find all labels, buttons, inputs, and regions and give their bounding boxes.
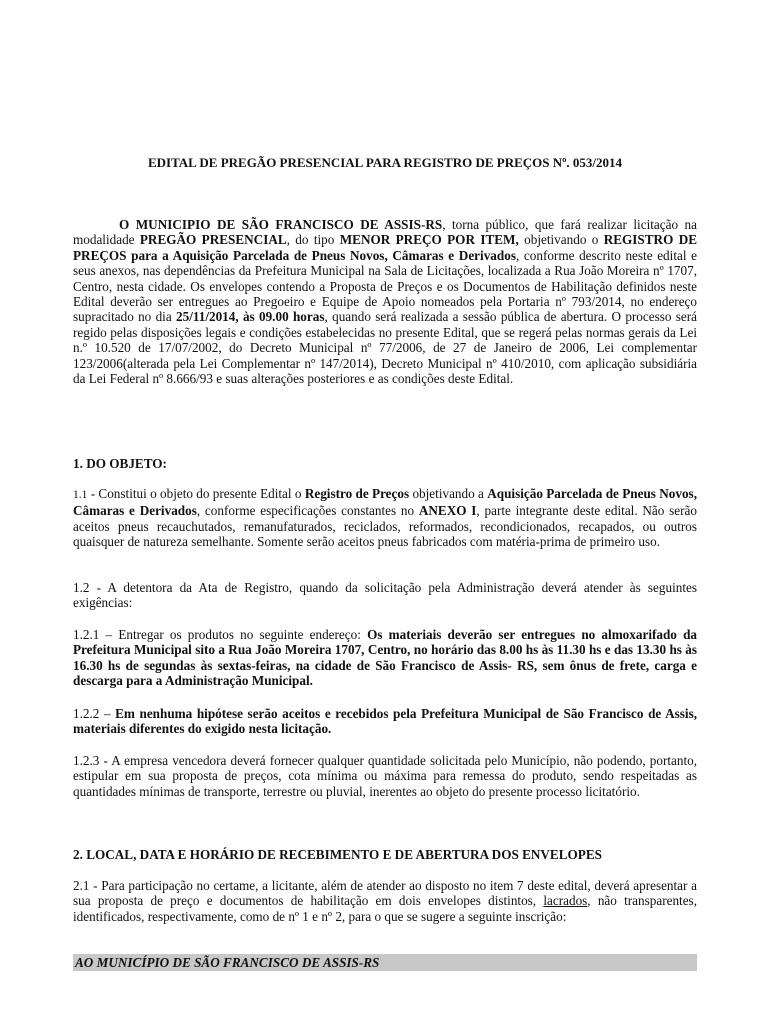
- intro-entity: O MUNICIPIO DE SÃO FRANCISCO DE ASSIS-RS: [119, 217, 443, 232]
- paragraph-1-1: 1.1 - Constitui o objeto do presente Edital o Registro de Preços objetivando a Aquisição Parcelada de Pneus Novos, Câmaras e Derivados, conforme especificações constantes no ANEXO I, parte integrante deste edital. Não serão aceitos pneus recauchutados, remanufaturados, reciclados, reformados, recondicionados, recapados, ou outros quaisquer de natureza semelhante. Somente serão aceitos pneus fabricados com matéria-prima de primeiro uso.: [73, 486, 697, 550]
- paragraph-2-1: 2.1 - Para participação no certame, a licitante, além de atender ao disposto no item 7 deste edital, deverá apresentar a sua proposta de preço e documentos de habilitação em dois envelopes distintos, lacrados, não transparentes, identificados, respectivamente, como de nº 1 e nº 2, para o que se sugere a seguinte inscrição:: [73, 878, 697, 924]
- opening-date: 25/11/2014, às 09.00 horas: [176, 309, 325, 325]
- section1-heading: 1. DO OBJETO:: [73, 456, 167, 471]
- section2-heading: 2. LOCAL, DATA E HORÁRIO DE RECEBIMENTO E DE ABERTURA DOS ENVELOPES: [73, 847, 602, 862]
- paragraph-1-2-2: 1.2.2 – Em nenhuma hipótese serão aceitos e recebidos pela Prefeitura Municipal de São Francisco de Assis, materiais diferentes do exigido nesta licitação.: [73, 706, 697, 737]
- paragraph-1-2-1: 1.2.1 – Entregar os produtos no seguinte endereço: Os materiais deverão ser entregues no almoxarifado da Prefeitura Municipal sito a Rua João Moreira 1707, Centro, no horário das 8.00 hs às 11.30 hs e das 13.30 hs às 16.30 hs de segundas às sextas-feiras, na cidade de São Francisco de Assis- RS, sem ônus de frete, carga e descarga para a Administração Municipal.: [73, 627, 697, 689]
- intro-paragraph: O MUNICIPIO DE SÃO FRANCISCO DE ASSIS-RS, torna público, que fará realizar licitação na modalidade PREGÃO PRESENCIAL, do tipo MENOR PREÇO POR ITEM, objetivando o REGISTRO DE PREÇOS para a Aquisição Parcelada de Pneus Novos, Câmaras e Derivados, conforme descrito neste edital e seus anexos, nas dependências da Prefeitura Municipal na Sala de Licitações, localizada a Rua João Moreira nº 1707, Centro, nesta cidade. Os envelopes contendo a Proposta de Preços e os Documentos de Habilitação definidos neste Edital deverão ser entregues ao Pregoeiro e Equipe de Apoio nomeados pela Portaria nº 793/2014, no endereço supracitado no dia 25/11/2014, às 09.00 horas, quando será realizada a sessão pública de abertura. O processo será regido pelas disposições legais e condições estabelecidas no presente Edital, que se regerá pelas normas gerais da Lei n.º 10.520 de 17/07/2002, do Decreto Municipal nº 77/2006, de 27 de Janeiro de 2006, Lei complementar 123/2006(alterada pela Lei Complementar nº 147/2014), Decreto Municipal nº 410/2010, com aplicação subsidiária da Lei Federal nº 8.666/93 e suas alterações posteriores e as condições deste Edital.: [73, 217, 698, 387]
- paragraph-1-2: 1.2 - A detentora da Ata de Registro, quando da solicitação pela Administração deverá atender às seguintes exigências:: [73, 580, 697, 611]
- paragraph-1-2-3: 1.2.3 - A empresa vencedora deverá fornecer qualquer quantidade solicitada pelo Município, não podendo, portanto, estipular em sua proposta de preços, cota mínima ou máxima para remessa do produto, sendo respeitadas as quantidades mínimas de transporte, terrestre ou pluvial, inerentes ao objeto do presente processo licitatório.: [73, 753, 697, 799]
- envelope-address-banner: AO MUNICÍPIO DE SÃO FRANCISCO DE ASSIS-RS: [73, 954, 697, 971]
- document-title: EDITAL DE PREGÃO PRESENCIAL PARA REGISTRO DE PREÇOS Nº. 053/2014: [147, 155, 623, 170]
